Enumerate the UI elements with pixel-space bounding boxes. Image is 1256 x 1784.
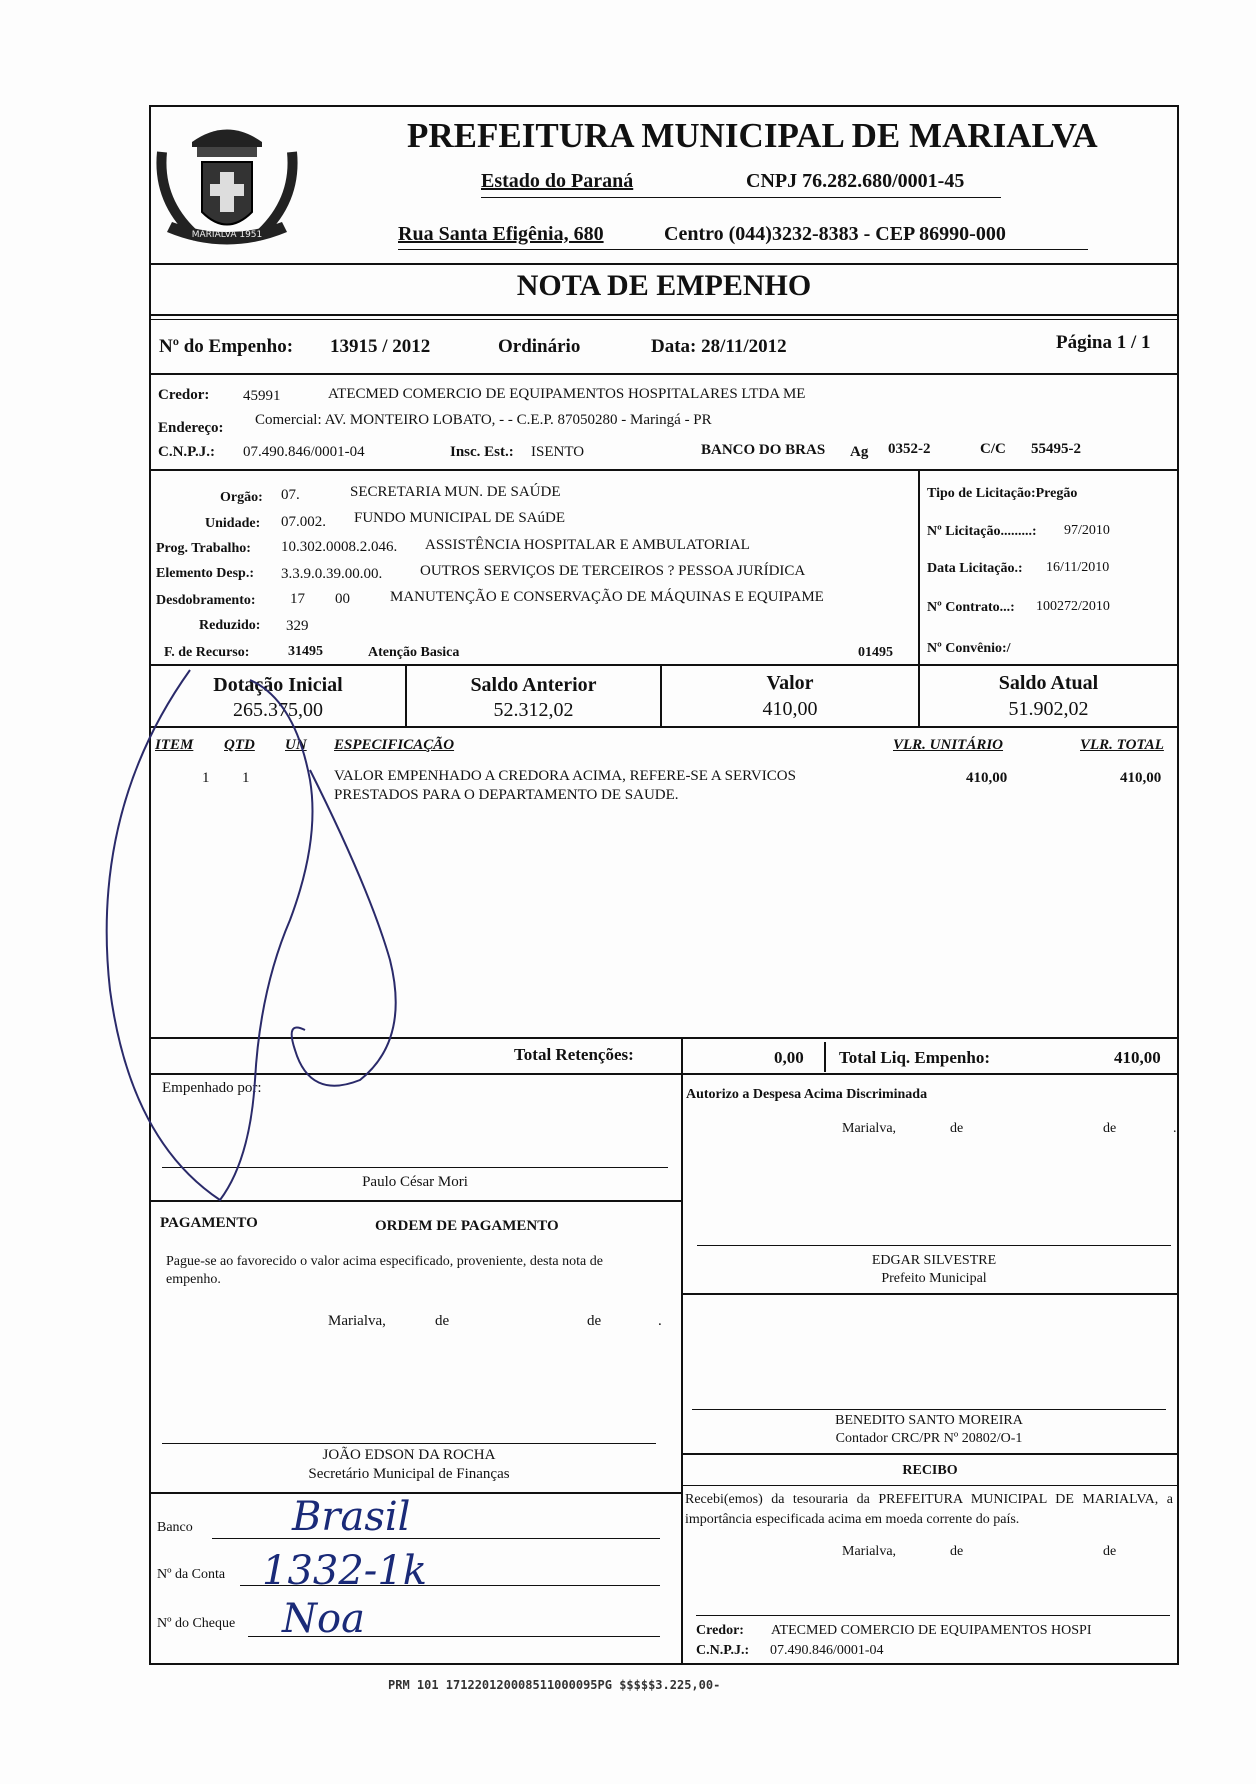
liq-value: 410,00 [1114, 1048, 1161, 1067]
recurso-extra: 01495 [858, 645, 893, 660]
col-item: ITEM [155, 737, 194, 753]
account-value: 55495-2 [1031, 441, 1081, 457]
coat-of-arms-logo [152, 112, 302, 267]
contrato-value: 100272/2010 [1036, 599, 1110, 614]
divider [151, 373, 1177, 375]
row-total-value: 410,00 [1120, 770, 1162, 786]
conta-label: Nº da Conta [157, 1567, 226, 1582]
autorizo-city: Marialva, [842, 1121, 897, 1136]
divider-vertical [918, 471, 920, 664]
recurso-code: 31495 [288, 644, 323, 659]
signature-line [696, 1615, 1170, 1616]
pagamento-de1: de [435, 1313, 450, 1329]
crest-banner-text: MARIALVA 1951 [191, 230, 263, 240]
saldo-anterior-value: 52.312,02 [493, 699, 574, 721]
municipality-title: PREFEITURA MUNICIPAL DE MARIALVA [407, 116, 1098, 155]
row-spec-line2: PRESTADOS PARA O DEPARTAMENTO DE SAUDE. [334, 787, 679, 803]
divider [151, 469, 1177, 471]
endereco-value: Comercial: AV. MONTEIRO LOBATO, - - C.E.P. 87050280 - Maringá - PR [255, 412, 712, 428]
divider-vertical [824, 1042, 826, 1072]
state-name: Estado do Paraná [481, 170, 634, 192]
dotacao-label: Dotação Inicial [213, 674, 343, 696]
secretario-name: JOÃO EDSON DA ROCHA [322, 1447, 496, 1463]
col-total-value: VLR. TOTAL [1080, 737, 1164, 753]
signature-line [697, 1245, 1171, 1246]
contador-name: BENEDITO SANTO MOREIRA [835, 1413, 1023, 1428]
bank-name: BANCO DO BRAS [701, 442, 826, 458]
unidade-code: 07.002. [281, 514, 326, 530]
licitacao-numero-value: 97/2010 [1064, 523, 1110, 538]
autorizo-de1: de [950, 1121, 964, 1136]
pagamento-label: PAGAMENTO [160, 1215, 258, 1231]
insc-value: ISENTO [531, 444, 585, 460]
signature-line [162, 1443, 656, 1444]
prefeito-name: EDGAR SILVESTRE [871, 1253, 997, 1268]
credor-code: 45991 [243, 388, 281, 404]
recibo-credor-label: Credor: [696, 1623, 744, 1638]
desdobramento-code1: 17 [290, 591, 305, 607]
unidade-name: FUNDO MUNICIPAL DE SAúDE [354, 510, 565, 526]
retencoes-label: Total Retenções: [514, 1045, 634, 1064]
cheque-label: Nº do Cheque [157, 1616, 236, 1631]
row-spec-line1: VALOR EMPENHADO A CREDORA ACIMA, REFERE-SE A SERVICOS [334, 768, 796, 784]
divider [151, 319, 1177, 320]
licitacao-tipo: Tipo de Licitação:Pregão [927, 486, 1078, 501]
row-unit-value: 410,00 [966, 770, 1008, 786]
convenio: Nº Convênio:/ [927, 641, 1011, 656]
cnpj-label: C.N.P.J.: [158, 444, 215, 460]
reduzido-label: Reduzido: [199, 618, 261, 633]
recibo-cnpj-value: 07.490.846/0001-04 [770, 1643, 884, 1658]
orgao-label: Orgão: [220, 490, 263, 505]
footer-code: PRM 101 171220120008511000095PG $$$$$3.225,00- [388, 1678, 721, 1692]
reduzido-value: 329 [286, 618, 309, 634]
signature-line [692, 1409, 1166, 1410]
row-qtd: 1 [242, 770, 250, 786]
valor-label: Valor [766, 672, 814, 694]
col-un: UN [285, 737, 307, 753]
recibo-text: Recebi(emos) da tesouraria da PREFEITURA MUNICIPAL DE MARIALVA, a importância especificada acima em moeda corrente do país. [685, 1492, 1173, 1527]
liq-label: Total Liq. Empenho: [839, 1048, 990, 1067]
recibo-de1: de [950, 1544, 964, 1559]
credor-name: ATECMED COMERCIO DE EQUIPAMENTOS HOSPITALARES LTDA ME [328, 386, 806, 402]
pagamento-de2: de [587, 1313, 602, 1329]
recibo-credor-value: ATECMED COMERCIO DE EQUIPAMENTOS HOSPI [771, 1623, 1092, 1638]
col-qtd: QTD [224, 737, 255, 753]
contrato-label: Nº Contrato...: [927, 600, 1015, 615]
cnpj-value: 07.490.846/0001-04 [243, 444, 365, 460]
prefeito-role: Prefeito Municipal [881, 1271, 987, 1286]
empenho-number-label: Nº do Empenho: [159, 336, 294, 357]
row-item: 1 [202, 770, 210, 786]
licitacao-numero-label: Nº Licitação.........: [927, 524, 1037, 539]
street-address: Rua Santa Efigênia, 680 [398, 223, 604, 245]
orgao-name: SECRETARIA MUN. DE SAÚDE [350, 484, 561, 500]
prog-code: 10.302.0008.2.046. [281, 539, 398, 555]
insc-label: Insc. Est.: [450, 444, 514, 460]
dotacao-value: 265.375,00 [233, 699, 323, 721]
saldo-atual-value: 51.902,02 [1008, 698, 1089, 720]
desdobramento-name: MANUTENÇÃO E CONSERVAÇÃO DE MÁQUINAS E EQUIPAME [390, 589, 824, 605]
recurso-label: F. de Recurso: [164, 645, 250, 660]
divider [683, 1293, 1177, 1295]
endereco-label: Endereço: [158, 420, 224, 436]
autorizo-dot: . [1173, 1121, 1177, 1136]
elemento-label: Elemento Desp.: [156, 566, 254, 581]
empenho-date: Data: 28/11/2012 [651, 336, 787, 357]
agency-value: 0352-2 [888, 441, 931, 457]
valor-value: 410,00 [762, 698, 818, 720]
elemento-name: OUTROS SERVIÇOS DE TERCEIROS ? PESSOA JURÍDICA [420, 563, 806, 579]
agency-label: Ag [850, 444, 869, 460]
pague-text: Pague-se ao favorecido o valor acima especificado, proveniente, desta nota de empenho. [166, 1254, 603, 1287]
col-spec: ESPECIFICAÇÃO [334, 737, 455, 753]
account-label: C/C [980, 441, 1006, 457]
divider [151, 263, 1177, 265]
banco-label: Banco [157, 1520, 193, 1535]
saldo-atual-label: Saldo Atual [998, 672, 1099, 694]
saldo-anterior-label: Saldo Anterior [470, 674, 597, 696]
licitacao-data-label: Data Licitação.: [927, 561, 1023, 576]
recibo-de2: de [1103, 1544, 1117, 1559]
banco-signature: Brasil [292, 1494, 411, 1540]
recurso-name: Atenção Basica [368, 645, 460, 660]
empenhado-por-label: Empenhado por: [162, 1080, 262, 1096]
pagamento-dot: . [658, 1313, 662, 1329]
elemento-code: 3.3.9.0.39.00.00. [281, 566, 383, 582]
desdobramento-label: Desdobramento: [156, 593, 256, 608]
divider [151, 314, 1177, 316]
credor-label: Credor: [158, 387, 210, 403]
document-title: NOTA DE EMPENHO [516, 269, 812, 302]
ordem-pagamento-label: ORDEM DE PAGAMENTO [375, 1218, 559, 1234]
conta-signature: 1332-1k [262, 1548, 427, 1594]
handwritten-loop-mark [90, 660, 470, 1220]
autorizo-label: Autorizo a Despesa Acima Discriminada [686, 1087, 928, 1102]
address-details: Centro (044)3232-8383 - CEP 86990-000 [664, 223, 1006, 245]
unidade-label: Unidade: [205, 516, 261, 531]
recibo-city: Marialva, [842, 1544, 897, 1559]
orgao-code: 07. [281, 487, 300, 503]
desdobramento-code2: 00 [335, 591, 350, 607]
col-unit-value: VLR. UNITÁRIO [893, 737, 1004, 753]
pagamento-city: Marialva, [328, 1313, 386, 1329]
empenhado-por-name: Paulo César Mori [362, 1174, 468, 1190]
prog-label: Prog. Trabalho: [156, 541, 251, 556]
divider [683, 1453, 1177, 1455]
recibo-cnpj-label: C.N.P.J.: [696, 1643, 750, 1658]
autorizo-de2: de [1103, 1121, 1117, 1136]
divider-vertical [681, 1075, 683, 1665]
divider [683, 1485, 1177, 1486]
underline-address [398, 249, 1088, 250]
retencoes-value: 0,00 [774, 1048, 804, 1067]
recibo-title: RECIBO [902, 1463, 958, 1478]
divider-vertical [681, 1039, 683, 1075]
cheque-signature: Noa [282, 1596, 365, 1642]
banco-line [212, 1538, 660, 1539]
underline-state [481, 197, 1001, 198]
cnpj-header: CNPJ 76.282.680/0001-45 [746, 170, 965, 192]
divider [151, 1492, 681, 1494]
licitacao-data-value: 16/11/2010 [1046, 560, 1110, 575]
secretario-role: Secretário Municipal de Finanças [308, 1466, 510, 1482]
empenho-type: Ordinário [498, 336, 581, 357]
prog-name: ASSISTÊNCIA HOSPITALAR E AMBULATORIAL [425, 537, 750, 553]
empenho-number: 13915 / 2012 [330, 336, 431, 357]
page-number: Página 1 / 1 [1056, 332, 1151, 353]
contador-role: Contador CRC/PR Nº 20802/O-1 [835, 1431, 1023, 1446]
